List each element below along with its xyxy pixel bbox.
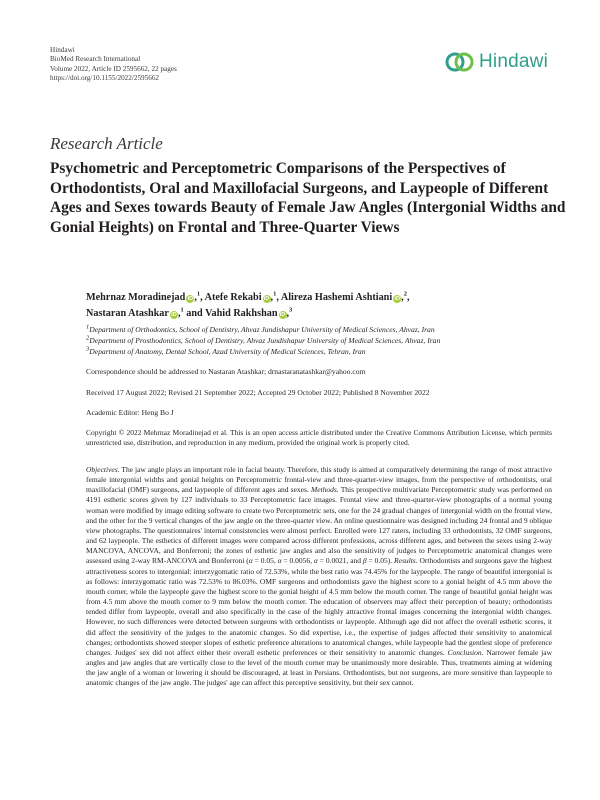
affiliation-item — [86, 335, 440, 346]
abstract-emphasis: α — [248, 556, 253, 566]
affiliation-marker: 3 — [289, 306, 293, 314]
affiliations — [86, 324, 440, 358]
author-name: Mehrnaz Moradinejad — [86, 292, 186, 303]
abstract-text: = 0.05). — [366, 556, 395, 566]
orcid-icon[interactable]: iD — [187, 296, 194, 302]
correspondence: Correspondence should be addressed to Nastaran Atashkar; drnastaranatashkar@yahoo.com — [86, 367, 366, 376]
affiliation-item — [86, 324, 440, 335]
affiliation-marker: 1 — [196, 290, 201, 298]
abstract-emphasis: Objectives. — [86, 465, 120, 474]
abstract-text: = 0.0056, — [281, 556, 314, 566]
author-name: Atefe Rekabi — [204, 292, 262, 303]
doi-link[interactable]: https://doi.org/10.1155/2022/2595662 — [50, 73, 160, 82]
abstract-emphasis: Methods. — [310, 485, 339, 495]
orcid-icon[interactable]: iD — [394, 296, 400, 302]
affiliation-marker: 1 — [180, 306, 184, 314]
affiliation-number: 1 — [86, 323, 90, 331]
affiliation-text: Department of Prosthodontics, School of Dentistry, Ahvaz Jundishapur University of Medical Sciences, Ahvaz, Iran — [89, 336, 441, 346]
journal-name: BioMed Research International — [50, 55, 141, 64]
affiliation-marker: 2 — [403, 290, 407, 298]
abstract-emphasis: α — [313, 556, 318, 566]
hindawi-rings-icon — [445, 50, 475, 74]
affiliation-item — [86, 346, 440, 357]
copyright-notice: Copyright © 2022 Mehrnaz Moradinejad et al. This is an open access article distributed under the Creative Commons Attribution License, which permits unrestricted use, distribution, and reproduction in any medium, provided the original work is properly cited. — [86, 428, 552, 448]
hindawi-logo — [445, 50, 548, 74]
abstract-text: The jaw angle plays an important role in facial beauty. Therefore, this study is aimed at comparatively determining the range of most attractive female intergonial widths and gonial heights on Perceptometric frontal-view and three-quarter-view images, from the perspective of orthodontists, oral maxillofacial (OMF) surgeons, and laypeople of different ages and sexes. — [86, 465, 552, 495]
abstract-text: = 0.05, — [252, 556, 278, 566]
abstract — [86, 465, 552, 688]
orcid-icon[interactable]: iD — [171, 312, 177, 318]
journal-meta — [50, 46, 177, 83]
volume-info: Volume 2022, Article ID 2595662, 22 pages — [50, 64, 177, 73]
author-name: Alireza Hashemi Ashtiani — [280, 292, 393, 303]
author-connector: and — [186, 308, 203, 319]
academic-editor: Academic Editor: Heng Bo J — [86, 408, 174, 417]
article-title: Psychometric and Perceptometric Comparisons of the Perspectives of Orthodontists, Oral and Maxillofacial Surgeons, and Laypeople of Different Ages and Sexes towards Beauty of Female Jaw Angles (Intergonial Widths and Gonial Heights) on Frontal and Three-Quarter Views — [50, 160, 566, 236]
abstract-text: = 0.0021, and — [317, 556, 363, 566]
author-name: Nastaran Atashkar — [86, 308, 169, 319]
orcid-icon[interactable]: iD — [279, 312, 286, 318]
abstract-emphasis: Conclusion. — [447, 647, 484, 657]
logo-text: Hindawi — [479, 51, 548, 72]
affiliation-number: 3 — [86, 345, 90, 353]
author-name: Vahid Rakhshan — [205, 308, 278, 319]
publisher-name: Hindawi — [50, 46, 75, 54]
publication-dates: Received 17 August 2022; Revised 21 September 2022; Accepted 29 October 2022; Published 8 November 2022 — [86, 388, 430, 397]
abstract-emphasis: α — [277, 556, 282, 566]
orcid-icon[interactable]: iD — [263, 296, 270, 302]
affiliation-number: 2 — [86, 334, 90, 342]
abstract-emphasis: Results. — [394, 556, 418, 566]
affiliation-marker: 1 — [273, 290, 277, 298]
affiliation-text: Department of Orthodontics, School of Dentistry, Ahvaz Jundishapur University of Medical Sciences, Ahvaz, Iran — [89, 325, 435, 334]
abstract-text: Narrower female jaw angles and jaw angles that are vertically close to the level of the mouth corner may be unanimously more desirable. Thus, treatments aiming at widening the jaw angle of a woman or lowering it should be discouraged, at least in Persians. Orthodontists, but not surgeons, are more sensitive than laypeople to anatomic changes of the jaw angle. The judges' age can affect this perceptive sensitivity, but their sex cannot. — [86, 647, 552, 688]
affiliation-text: Department of Anatomy, Dental School, Azad University of Medical Sciences, Tehran, Iran — [89, 347, 366, 357]
abstract-text: This prospective multivariate Perceptometric study was performed on 4191 esthetic scores given by 127 individuals to 33 Perceptometric face images. Frontal view and three-quarter-view photographs of a normal young woman were modified by image editing software to create two Perceptometric sets, one for the 24 gradual changes of intergonial width on the frontal view, and the other for the 9 vertical changes of the jaw angle on the three-quarter view. An online questionnaire was designed including 24 frontal and 9 oblique view photographs. The questionnaires' internal consistencies were almost perfect. Enrolled were 127 raters, including 33 orthodontists, 32 OMF surgeons, and 62 laypeople. The esthetics of different images were compared across different professions, across different ages, and between the sexes using 2-way MANCOVA, ANCOVA, and Bonferroni; the zones of esthetic jaw angles and also the sensitivity of judges to Perceptometric anatomical changes were assessed using 2-way RM-ANCOVA and Bonferroni ( — [86, 485, 552, 566]
article-type: Research Article — [50, 134, 163, 153]
abstract-emphasis: β — [362, 556, 367, 566]
author-list: Mehrnaz Moradinejad iD,$^1$, Atefe Rekabi iD,$^1$, Alireza Hashemi Ashtiani iD,$^2$, Nastaran Atashkar iD,$^1$ and Vahid Rakhshan iD,$^3$ — [86, 290, 410, 319]
abstract-text: Orthodontists and surgeons gave the highest attractiveness scores to intergonial: interzygomatic ratio of 72.53%, while the best ratio was 74.45% for the laypeople. The range of beautiful intergonial is as follows: interzygomatic ratio was 72.53% to 86.03%. OMF surgeons and orthodontists gave the highest score to a gonial height of 4.5 mm above the mouth corner, while the laypeople gave the highest score to the gonial height of 4.5 mm below the mouth corner. The range of beautiful gonial height was from 4.5 mm above the mouth corner to 9 mm below the mouth corner. The education of observers may affect their perception of beauty; orthodontists tended differ from laypeople, overall and also specifically in the case of the highly attractive frontal images concerning the intergonial width changes. However, no such differences were detected between surgeons with orthodontists or laypeople. Although age did not affect the overall esthetic scores, it did affect the sensitivity of the judges to the anatomic changes. So did expertise, i.e., the expertise of judges affected their sensitivity to anatomical changes; orthodontists showed steeper slopes of esthetic preference alterations to anatomical changes, while laypeople had the gentlest slope of preference changes. Judges' sex did not affect either their overall esthetic preferences or their sensitivity to anatomic changes. — [86, 556, 553, 657]
